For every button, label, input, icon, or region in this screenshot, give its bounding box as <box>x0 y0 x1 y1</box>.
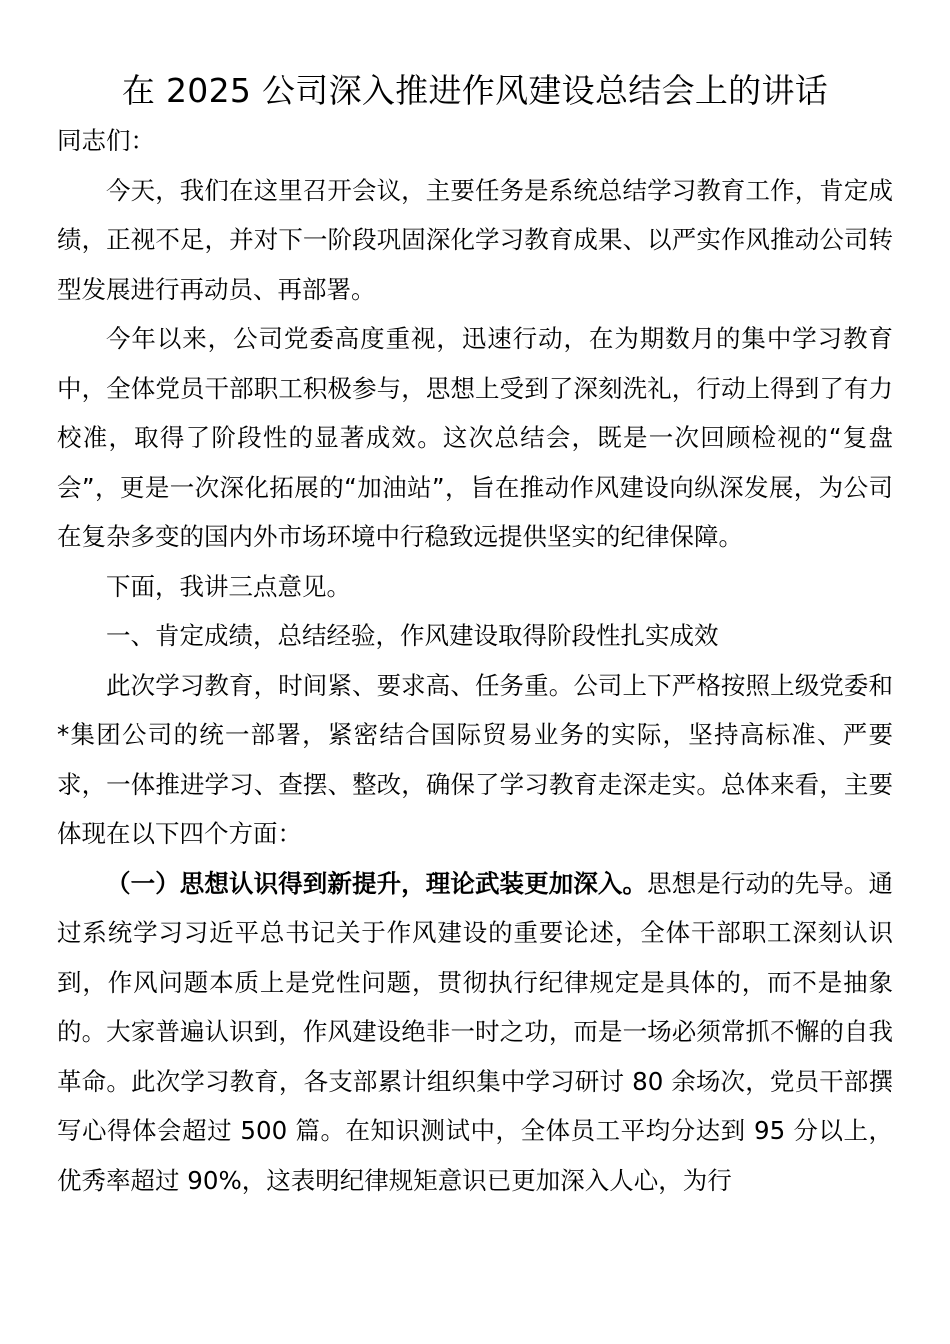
paragraph-opening: 今天，我们在这里召开会议，主要任务是系统总结学习教育工作，肯定成绩，正视不足，并对下一阶段巩固深化学习教育成果、以严实作风推动公司转型发展进行再动员、再部署。 <box>57 175 893 304</box>
salutation: 同志们： <box>57 126 155 155</box>
section-one-heading: 一、肯定成绩，总结经验，作风建设取得阶段性扎实成效 <box>106 621 719 650</box>
point-one-body: 思想是行动的先导。通过系统学习习近平总书记关于作风建设的重要论述，全体干部职工深刻认识到，作风问题本质上是党性问题，贯彻执行纪律规定是具体的，而不是抽象的。大家普遍认识到，作风建设绝非一时之功，而是一场必须常抓不懈的自我革命。此次学习教育，各支部累计组织集中学习研讨 80 余场次，党员干部撰写心得体会超过 500 篇。在知识测试中，全体员工平均分达到 95 分以上，优秀率超过 90%，这表明纪律规矩意识已更加深入人心，为行 <box>57 868 894 1195</box>
document-page <box>57 66 893 1205</box>
point-one-paragraph <box>57 859 893 1206</box>
point-one-heading: （一）思想认识得到新提升，理论武装更加深入。 <box>106 868 648 898</box>
document-title: 在 2025 公司深入推进作风建设总结会上的讲话 <box>121 71 829 110</box>
section-one-intro: 此次学习教育，时间紧、要求高、任务重。公司上下严格按照上级党委和*集团公司的统一部署，紧密结合国际贸易业务的实际，坚持高标准、严要求，一体推进学习、查摆、整改，确保了学习教育走深走实。总体来看，主要体现在以下四个方面： <box>57 670 893 848</box>
paragraph-background: 今年以来，公司党委高度重视，迅速行动，在为期数月的集中学习教育中，全体党员干部职工积极参与，思想上受到了深刻洗礼，行动上得到了有力校准，取得了阶段性的显著成效。这次总结会，既是一次回顾检视的“复盘会”，更是一次深化拓展的“加油站”，旨在推动作风建设向纵深发展，为公司在复杂多变的国内外市场环境中行稳致远提供坚实的纪律保障。 <box>57 324 893 551</box>
paragraph-transition: 下面，我讲三点意见。 <box>106 571 351 601</box>
